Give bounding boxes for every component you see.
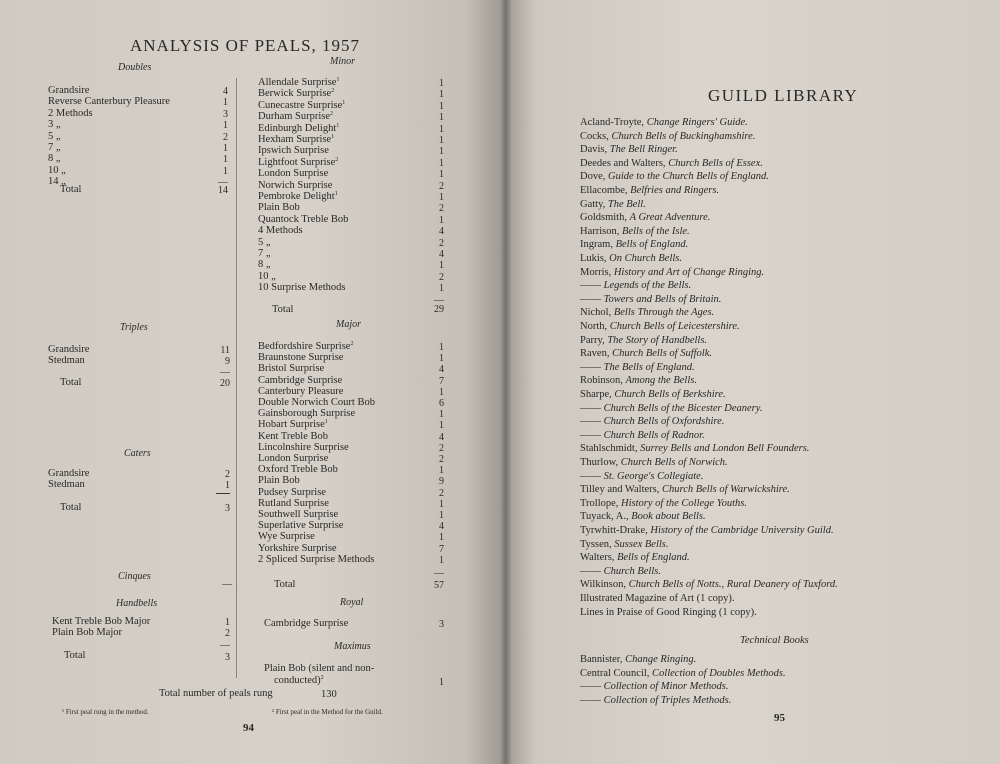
section-heading-triples: Triples	[120, 322, 148, 333]
section-heading-caters: Caters	[124, 448, 151, 459]
table-row-count: 1	[223, 143, 228, 154]
table-row-count: 11	[220, 345, 230, 356]
library-entry	[580, 320, 740, 334]
table-row-count: 1	[439, 532, 444, 544]
section-heading-doubles: Doubles	[118, 62, 152, 73]
entry-title: Among the Bells.	[625, 375, 697, 387]
entry-author: ——	[580, 416, 604, 428]
table-row-label: Norwich Surprise	[258, 179, 333, 191]
table-row-label: Plain Bob	[258, 475, 300, 487]
table-row-count: 1	[439, 78, 444, 89]
entry-author: ——	[580, 293, 604, 305]
table-row-label: 14 „	[48, 176, 66, 188]
section-heading-handbells: Handbells	[116, 598, 158, 609]
library-entry	[580, 238, 688, 252]
cinques-count: —	[222, 579, 232, 590]
column-divider	[236, 78, 237, 678]
entry-title: Church Bells.	[603, 565, 661, 577]
entry-title: Church Bells of Radnor.	[603, 429, 705, 441]
table-row-label: Superlative Surprise	[258, 520, 344, 532]
table-row-count: 1	[439, 510, 444, 521]
table-row-label: Pudsey Surprise	[258, 486, 326, 498]
entry-title: Church Bells of Leicestershire.	[609, 321, 740, 332]
table-row-count: 4	[439, 364, 444, 376]
triples-total-label: Total	[60, 377, 82, 388]
library-entry	[580, 578, 838, 592]
entry-title: Bells Through the Ages.	[613, 307, 715, 319]
library-entry	[580, 252, 682, 266]
library-entry	[580, 565, 661, 579]
table-row-count: 2	[439, 237, 444, 249]
entry-author: ——	[580, 681, 604, 693]
library-entry	[580, 592, 735, 606]
library-entry	[580, 694, 731, 708]
table-row-label: 10 Surprise Methods	[258, 282, 346, 294]
major-dash: —	[434, 568, 444, 579]
entry-author: Parry,	[580, 334, 608, 346]
entry-title: History of the College Youths.	[621, 497, 747, 509]
entry-author: ——	[580, 402, 604, 414]
table-row-count: 2	[223, 131, 228, 143]
page-number-right: 95	[774, 712, 785, 724]
table-row-label: 5 „	[258, 236, 271, 248]
entry-title: Bells of England.	[617, 552, 690, 564]
table-row-count: 1	[439, 157, 444, 169]
doubles-total-count: 14	[218, 185, 228, 196]
library-entry	[580, 130, 755, 144]
table-row-count: 2	[225, 469, 230, 480]
library-entry	[580, 374, 697, 388]
entry-title: The Bell Ringer.	[609, 144, 678, 156]
table-row-count: —	[218, 177, 228, 189]
page-title: ANALYSIS OF PEALS, 1957	[130, 36, 361, 55]
table-row-count: 1	[223, 165, 228, 177]
entry-author: Tyssen,	[580, 538, 615, 550]
entry-title: Collection of Doubles Methods.	[652, 667, 786, 679]
library-entry	[580, 184, 719, 198]
handbells-total-label: Total	[64, 650, 86, 661]
table-row-label: Plain Bob	[258, 202, 300, 214]
table-row-label: Grandsire	[48, 85, 90, 96]
library-entry	[580, 510, 706, 524]
entry-author: Deedes and Walters,	[580, 157, 669, 169]
library-entry	[580, 606, 757, 620]
entry-title: History and Art of Change Ringing.	[613, 266, 765, 278]
table-row-count: 1	[225, 480, 230, 492]
entry-author: Ingram,	[580, 239, 616, 251]
maximus-line-2: conducted)$^2$	[274, 675, 324, 686]
maximus-count: 1	[439, 677, 444, 688]
table-row-label: Yorkshire Surprise	[258, 542, 337, 554]
entry-author: Gatty,	[580, 198, 608, 210]
book-gutter	[500, 0, 512, 764]
table-row-label: Lightfoot Surprise$^2$	[258, 156, 339, 168]
entry-author: Stahlschmidt,	[580, 443, 641, 455]
entry-author: Lines in Praise of Good Ringing (1 copy).	[580, 606, 757, 618]
table-row-count: 4	[223, 86, 228, 97]
triples-total-count: 20	[220, 378, 230, 389]
entry-title: Sussex Bells.	[614, 538, 669, 550]
library-entry	[580, 551, 690, 565]
entry-title: Bells of the Isle.	[622, 225, 690, 237]
table-row-count: 2	[439, 454, 444, 465]
library-entry	[580, 470, 703, 484]
entry-author: Illustrated Magazine of Art (1 copy).	[580, 593, 735, 604]
entry-title: Church Bells of Notts., Rural Deanery of Tuxford.	[628, 579, 838, 591]
table-row-label: Stedman	[48, 355, 85, 367]
library-entry	[580, 653, 696, 667]
table-row-count: 2	[439, 487, 444, 499]
table-row-count: 1	[439, 554, 444, 566]
library-entry	[580, 538, 669, 552]
table-row-label: Reverse Canterbury Pleasure	[48, 96, 170, 108]
table-row-count: 7	[439, 543, 444, 555]
table-row-label: Gainsborough Surprise	[258, 408, 356, 420]
table-row-label: Oxford Treble Bob	[258, 464, 338, 476]
entry-title: Church Bells of the Bicester Deanery.	[603, 402, 763, 414]
entry-title: The Bells of England.	[603, 361, 695, 373]
entry-title: The Story of Handbells.	[607, 334, 708, 346]
table-row-label: 2 Spliced Surprise Methods	[258, 553, 375, 565]
library-entry	[580, 143, 678, 157]
entry-author: ——	[580, 361, 604, 373]
major-total-label: Total	[274, 579, 296, 590]
library-entry	[580, 667, 786, 681]
table-row-label: Kent Treble Bob	[258, 430, 329, 442]
table-row-count: 1	[439, 123, 444, 135]
table-row-label: Stedman	[48, 479, 85, 491]
library-entry	[580, 442, 809, 456]
section-heading-royal: Royal	[340, 597, 364, 608]
entry-title: Church Bells of Buckinghamshire.	[611, 130, 756, 142]
library-entry	[580, 279, 691, 293]
entry-author: Bannister,	[580, 654, 626, 665]
table-row-label: 10 „	[48, 164, 66, 176]
table-row-label: Bedfordshire Surprise$^2$	[258, 341, 354, 352]
handbells-dash: —	[220, 640, 230, 651]
table-row-label: Southwell Surprise	[258, 509, 339, 520]
table-row-count: 2	[439, 271, 444, 283]
table-row-count: 4	[439, 521, 444, 533]
table-row-label: Cambridge Surprise	[264, 618, 349, 629]
grand-total-count: 130	[321, 689, 337, 700]
entry-title: Church Bells of Norwich.	[620, 457, 728, 468]
library-entry	[580, 361, 695, 375]
library-entry	[580, 347, 712, 361]
table-row-count: 1	[439, 386, 444, 398]
entry-author: Trollope,	[580, 497, 622, 509]
entry-author: ——	[580, 280, 604, 292]
section-heading-major: Major	[336, 319, 361, 330]
table-row-count: 1	[439, 409, 444, 421]
library-entry	[580, 402, 762, 416]
table-row-label: 3 „	[48, 119, 61, 131]
table-row-label: Canterbury Pleasure	[258, 385, 344, 397]
library-entry	[580, 157, 763, 171]
table-row-count: 2	[225, 628, 230, 640]
table-row-label: Lincolnshire Surprise	[258, 441, 349, 453]
section-heading-minor: Minor	[330, 56, 355, 67]
table-row-label: 2 Methods	[48, 107, 93, 119]
table-row-label: Double Norwich Court Bob	[258, 397, 375, 408]
entry-author: Wilkinson,	[580, 579, 629, 591]
minor-total-count: 29	[434, 304, 444, 315]
entry-author: Sharpe,	[580, 389, 615, 400]
entry-title: Church Bells of Essex.	[668, 157, 763, 169]
table-row-label: Grandsire	[48, 344, 90, 355]
entry-title: History of the Cambridge University Guild.	[650, 525, 834, 536]
entry-author: Davis,	[580, 144, 610, 156]
library-entry	[580, 170, 769, 184]
table-row-count: 4	[439, 431, 444, 443]
table-row-label: London Surprise	[258, 168, 329, 180]
library-entry	[580, 306, 714, 320]
table-row-label: 7 „	[48, 142, 61, 153]
technical-books-heading: Technical Books	[740, 635, 809, 646]
entry-title: A Great Adventure.	[629, 212, 711, 224]
table-row-label: 8 „	[48, 153, 61, 165]
entry-title: Church Bells of Oxfordshire.	[603, 416, 725, 428]
table-row-count: 1	[225, 617, 230, 628]
table-row-label: Hobart Surprise$^1$	[258, 419, 328, 431]
table-row-count: 1	[439, 89, 444, 101]
table-row-count: 4	[439, 226, 444, 238]
entry-author: Tilley and Walters,	[580, 484, 662, 496]
table-row-label: Hexham Surprise$^1$	[258, 134, 335, 145]
footnote-2: ² First peal in the Method for the Guild.	[272, 708, 383, 716]
table-row-count: 1	[223, 97, 228, 109]
table-row-count: 1	[439, 342, 444, 353]
minor-dash: —	[434, 295, 444, 306]
entry-title: Church Bells of Berkshire.	[614, 389, 726, 400]
table-row-label: Bristol Surprise	[258, 363, 325, 375]
table-row-count: 6	[439, 398, 444, 409]
library-entry	[580, 388, 726, 402]
caters-total-count: 3	[225, 503, 230, 514]
table-row-count: 7	[439, 375, 444, 387]
table-row-label: 5 „	[48, 130, 61, 142]
table-row-label: 7 „	[258, 248, 271, 259]
table-row-count: 2	[439, 442, 444, 454]
library-entry	[580, 524, 834, 538]
table-row-label: Pembroke Delight$^1$	[258, 191, 338, 202]
entry-title: St. George's Collegiate.	[603, 470, 704, 482]
library-entry	[580, 456, 728, 470]
grand-total-label: Total number of peals rung	[159, 688, 273, 699]
entry-title: Guide to the Church Bells of England.	[608, 171, 769, 183]
section-heading-maximus: Maximus	[334, 641, 371, 652]
entry-author: Cocks,	[580, 130, 612, 142]
entry-author: ——	[580, 565, 604, 577]
table-row-count: 1	[439, 135, 444, 146]
handbells-total-count: 3	[225, 652, 230, 663]
entry-author: Raven,	[580, 348, 613, 360]
entry-author: Central Council,	[580, 667, 653, 679]
table-row-label: 8 „	[258, 259, 271, 271]
table-row-label: Grandsire	[48, 468, 90, 479]
table-row-count: 9	[439, 476, 444, 488]
entry-author: Robinson,	[580, 375, 626, 387]
table-row-label: Kent Treble Bob Major	[52, 616, 151, 627]
entry-title: Collection of Minor Methods.	[603, 681, 729, 693]
table-row-count: 2	[439, 203, 444, 215]
table-row-label: 10 „	[258, 270, 276, 282]
entry-title: On Church Bells.	[609, 253, 682, 264]
entry-author: Acland-Troyte,	[580, 117, 647, 128]
entry-title: Bells of England.	[615, 239, 689, 251]
library-entry	[580, 211, 710, 225]
entry-title: Book about Bells.	[631, 511, 706, 523]
caters-total-label: Total	[60, 502, 82, 513]
entry-title: Collection of Triples Methods.	[603, 694, 732, 706]
table-row-label: Plain Bob Major	[52, 627, 122, 639]
table-row-count: 9	[225, 356, 230, 368]
table-row-count: 1	[439, 465, 444, 477]
library-entry	[580, 225, 690, 239]
entry-author: Morris,	[580, 266, 614, 278]
library-entry	[580, 680, 728, 694]
entry-author: ——	[580, 429, 604, 441]
table-row-count: 2	[439, 180, 444, 192]
table-row-count: 1	[439, 112, 444, 124]
caters-rule	[216, 493, 230, 494]
entry-author: Tyrwhitt-Drake,	[580, 525, 651, 536]
entry-author: Tuyack, A.,	[580, 511, 632, 523]
page-number-left: 94	[243, 722, 254, 734]
entry-author: North,	[580, 321, 610, 332]
library-entry	[580, 334, 707, 348]
table-row-count: 4	[439, 249, 444, 260]
maximus-line-1: Plain Bob (silent and non-	[264, 663, 375, 674]
entry-title: Change Ringers' Guide.	[646, 117, 748, 128]
entry-author: Ellacombe,	[580, 185, 631, 196]
entry-author: ——	[580, 694, 604, 706]
table-row-label: Rutland Surprise	[258, 497, 329, 509]
entry-title: Towers and Bells of Britain.	[603, 293, 722, 305]
table-row-label: Durham Surprise$^2$	[258, 111, 334, 123]
table-row-label: Cambridge Surprise	[258, 374, 343, 386]
entry-title: Belfries and Ringers.	[630, 185, 720, 196]
library-entry	[580, 116, 748, 130]
table-row-label: Berwick Surprise$^2$	[258, 88, 335, 100]
entry-title: Church Bells of Suffolk.	[612, 348, 713, 360]
table-row-label: Wye Surprise	[258, 531, 315, 543]
library-entry	[580, 429, 705, 443]
library-entry	[580, 266, 764, 280]
table-row-count: 1	[439, 498, 444, 510]
entry-title: Change Ringing.	[625, 654, 697, 665]
triples-dash: —	[220, 367, 230, 378]
entry-author: Harrison,	[580, 225, 622, 237]
table-row-count: 1	[439, 100, 444, 112]
entry-author: Nichol,	[580, 307, 614, 319]
major-total-count: 57	[434, 580, 444, 591]
entry-author: Dove,	[580, 171, 608, 183]
table-row-label: Quantock Treble Bob	[258, 213, 349, 225]
table-row-count: 1	[223, 120, 228, 132]
table-row-label: Allendale Surprise$^1$	[258, 77, 340, 88]
table-row-label: 4 Methods	[258, 225, 303, 237]
library-entry	[580, 483, 790, 497]
table-row-count: 3	[223, 108, 228, 120]
table-row-label: London Surprise	[258, 453, 329, 464]
entry-author: ——	[580, 470, 604, 482]
table-row-label: Ipswich Surprise	[258, 145, 329, 157]
table-row-count: 1	[223, 154, 228, 166]
table-row-count: 1	[439, 260, 444, 272]
entry-author: Lukis,	[580, 253, 610, 264]
entry-author: Walters,	[580, 552, 618, 564]
table-row-count: 1	[439, 192, 444, 203]
table-row-label: Edinburgh Delight$^1$	[258, 122, 340, 134]
library-entry	[580, 198, 646, 212]
table-row-label: Cunecastre Surprise$^1$	[258, 99, 346, 111]
table-row-count: 1	[439, 214, 444, 226]
minor-total-label: Total	[272, 304, 294, 315]
footnote-1: ¹ First peal rung in the method.	[62, 708, 149, 716]
library-entry	[580, 497, 747, 511]
library-entry	[580, 293, 721, 307]
table-row-count: 1	[439, 146, 444, 158]
entry-author: Goldsmith,	[580, 212, 630, 224]
doubles-total-label: Total	[60, 184, 82, 195]
table-row-label: Braunstone Surprise	[258, 352, 344, 364]
table-row-count: 1	[439, 353, 444, 365]
entry-title: Surrey Bells and London Bell Founders.	[640, 443, 810, 455]
library-entry	[580, 415, 724, 429]
entry-title: Church Bells of Warwickshire.	[662, 484, 790, 496]
entry-author: Thurlow,	[580, 457, 621, 468]
entry-title: Legends of the Bells.	[603, 280, 692, 292]
table-row-count: 1	[439, 283, 444, 295]
table-row-count: 3	[439, 619, 444, 630]
library-title: GUILD LIBRARY	[708, 86, 859, 105]
table-row-count: 1	[439, 169, 444, 181]
entry-title: The Bell.	[607, 198, 646, 210]
table-row-count: 1	[439, 420, 444, 432]
section-heading-cinques: Cinques	[118, 571, 151, 582]
